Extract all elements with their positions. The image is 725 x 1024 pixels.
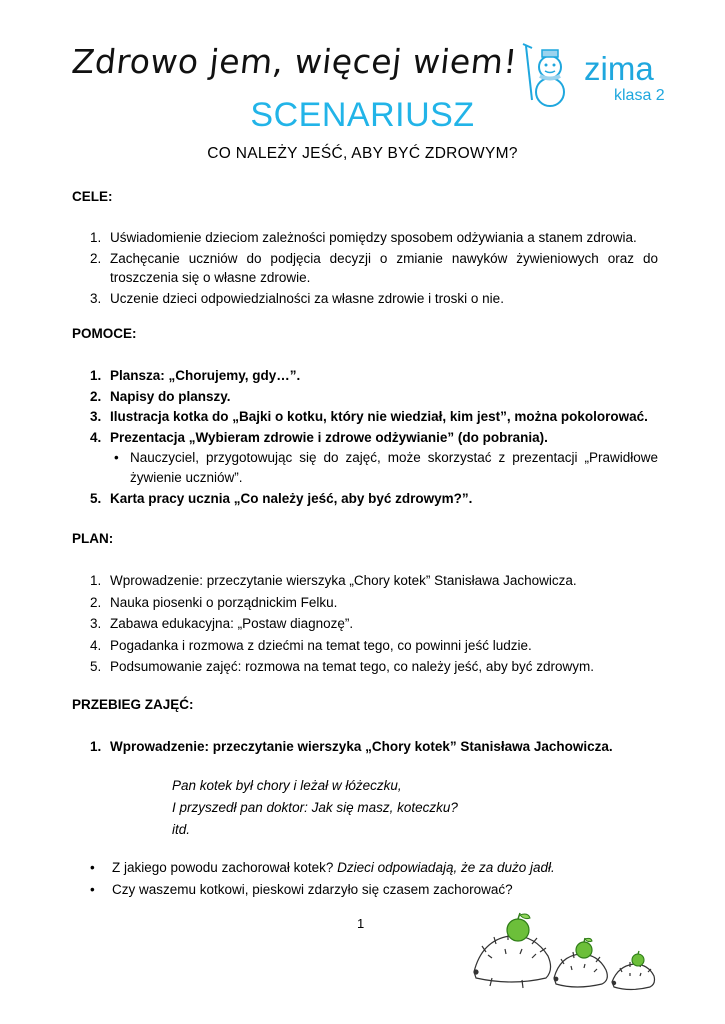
list-item: 2. Nauka piosenki o porządnickim Felku.	[90, 594, 338, 610]
list-item-text: Napisy do planszy.	[110, 388, 231, 404]
list-item: 4. Pogadanka i rozmowa z dziećmi na temat tego, co powinni jeść ludzie.	[90, 637, 532, 653]
question-text: Czy waszemu kotkowi, pieskowi zdarzyło się czasem zachorować?	[112, 882, 513, 897]
section-heading-przebieg: PRZEBIEG ZAJĘĆ:	[72, 697, 194, 712]
list-item: 4. Prezentacja „Wybieram zdrowie i zdrowe odżywianie” (do pobrania).	[90, 429, 548, 445]
list-item-text: Pogadanka i rozmowa z dziećmi na temat tego, co powinni jeść ludzie.	[110, 637, 532, 653]
list-item: • Z jakiego powodu zachorował kotek? Dzieci odpowiadają, że za dużo jadł.	[90, 860, 555, 875]
list-item: 1. Uświadomienie dzieciom zależności pomiędzy sposobem odżywiania a stanem zdrowia.	[90, 230, 637, 245]
list-item: 3. Uczenie dzieci odpowiedzialności za własne zdrowie i troski o nie.	[90, 290, 504, 306]
apple-icon	[507, 913, 530, 941]
logo-word: zima	[584, 50, 654, 87]
list-item-text: Karta pracy ucznia „Co należy jeść, aby być zdrowym?”.	[110, 491, 473, 506]
list-item: 1. Plansza: „Chorujemy, gdy…”.	[90, 368, 301, 383]
question-bullets	[72, 857, 658, 901]
list-item: 3. Ilustracja kotka do „Bajki o kotku, który nie wiedział, kim jest”, można pokolorować.	[90, 409, 648, 424]
list-item: 1. Wprowadzenie: przeczytanie wierszyka „Chory kotek” Stanisława Jachowicza.	[90, 573, 577, 588]
page-number: 1	[357, 916, 365, 931]
list-item: • Czy waszemu kotkowi, pieskowi zdarzyło się czasem zachorować?	[90, 882, 513, 897]
list-item-text: Uczenie dzieci odpowiedzialności za własne zdrowie i troski o nie.	[110, 290, 504, 306]
list-item-text: Zabawa edukacyjna: „Postaw diagnozę”.	[110, 616, 354, 631]
brand-title: Zdrowo jem, więcej wiem!	[69, 42, 520, 81]
page-subtitle: CO NALEŻY JEŚĆ, ABY BYĆ ZDROWYM?	[207, 145, 518, 162]
logo-subtitle: klasa 2	[614, 87, 665, 104]
hedgehogs-illustration	[462, 912, 672, 994]
list-item-text: Plansza: „Chorujemy, gdy…”.	[110, 368, 301, 383]
poem-line: I przyszedł pan doktor: Jak się masz, koteczku?	[172, 800, 458, 815]
apple-icon	[632, 951, 644, 966]
list-item-text: Wprowadzenie: przeczytanie wierszyka „Chory kotek” Stanisława Jachowicza.	[110, 573, 577, 588]
poem-line: itd.	[172, 822, 191, 837]
plan-list	[72, 571, 658, 678]
hedgehog-icon	[474, 933, 551, 988]
list-item-text: Wprowadzenie: przeczytanie wierszyka „Chory kotek” Stanisława Jachowicza.	[110, 739, 613, 754]
hedgehog-icon	[612, 962, 655, 990]
przebieg-list	[72, 737, 658, 758]
list-item-text: Prezentacja „Wybieram zdrowie i zdrowe odżywianie” (do pobrania).	[110, 429, 548, 445]
cele-list	[72, 228, 658, 309]
list-item-text: Uświadomienie dzieciom zależności pomiędzy sposobem odżywiania a stanem zdrowia.	[110, 230, 637, 245]
sub-bullet: • Nauczyciel, przygotowując się do zajęć, może skorzystać z prezentacji „Prawidłowe żywienie uczniów”.	[114, 450, 658, 485]
apple-icon	[576, 938, 592, 958]
list-item: 2. Napisy do planszy.	[90, 388, 231, 404]
section-heading-plan: PLAN:	[72, 531, 114, 546]
list-item: 5. Karta pracy ucznia „Co należy jeść, aby być zdrowym?”.	[90, 491, 473, 506]
list-item-text: Zachęcanie uczniów do podjęcia decyzji o zmianie nawyków żywieniowych oraz do troszczenia się o własne zdrowie.	[110, 250, 658, 285]
list-item: 2. Zachęcanie uczniów do podjęcia decyzji o zmianie nawyków żywieniowych oraz do troszczenia się o własne zdrowie.	[90, 250, 658, 285]
list-item-text: Ilustracja kotka do „Bajki o kotku, który nie wiedział, kim jest”, można pokolorować.	[110, 409, 648, 424]
section-heading-cele: CELE:	[72, 189, 113, 204]
list-item-text: Podsumowanie zajęć: rozmowa na temat tego, co należy jeść, aby być zdrowym.	[110, 659, 594, 674]
pomoce-list	[72, 366, 658, 510]
question-text: Z jakiego powodu zachorował kotek?	[112, 860, 338, 875]
list-item: 5. Podsumowanie zajęć: rozmowa na temat tego, co należy jeść, aby być zdrowym.	[90, 659, 594, 674]
list-item-text: Nauka piosenki o porządnickim Felku.	[110, 594, 338, 610]
list-item: 3. Zabawa edukacyjna: „Postaw diagnozę”.	[90, 616, 354, 631]
list-item: 1. Wprowadzenie: przeczytanie wierszyka „Chory kotek” Stanisława Jachowicza.	[90, 739, 613, 754]
page-title: SCENARIUSZ	[250, 96, 475, 134]
sub-bullet-text: Nauczyciel, przygotowując się do zajęć, może skorzystać z prezentacji „Prawidłowe żywienie uczniów”.	[130, 450, 658, 485]
poem	[172, 775, 458, 841]
answer-text: Dzieci odpowiadają, że za dużo jadł.	[337, 860, 555, 875]
section-heading-pomoce: POMOCE:	[72, 326, 137, 341]
poem-line: Pan kotek był chory i leżał w łóżeczku,	[172, 778, 402, 793]
